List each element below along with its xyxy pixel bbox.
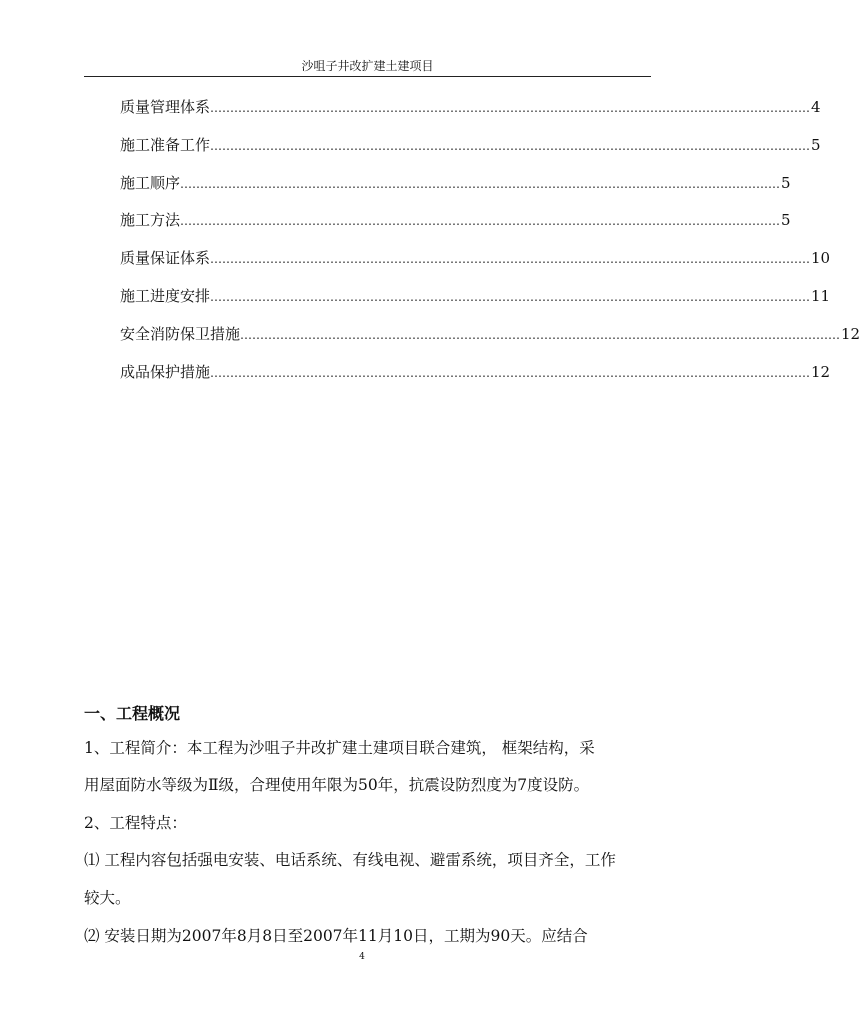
body-paragraph: 2、工程特点： [84,814,187,832]
page-number: 4 [359,952,365,962]
toc-dot-leader: …………………………………………………………………………………………………………………………………… [180,176,781,191]
toc-dot-leader: …………………………………………………………………………………………………………………………………… [240,327,841,342]
toc-entry-page: 5 [781,211,791,230]
toc-entry[interactable] [120,357,831,395]
toc-entry-page: 4 [811,98,821,116]
toc-dot-leader: …………………………………………………………………………………………………………………………………… [180,214,781,229]
toc-entry-title: 施工顺序 [120,173,181,192]
toc-entry-title: 施工方法 [120,211,181,230]
toc-entry-title: 施工准备工作 [120,135,211,154]
body-paragraph: ⑴ 工程内容包括强电安装、电话系统、有线电视、避雷系统，项目齐全，工作 [84,851,616,869]
toc-entry[interactable] [120,281,831,319]
toc-entry-page: 11 [811,286,831,305]
toc-entry-page: 10 [811,249,831,268]
toc-entry[interactable] [120,319,860,357]
toc-dot-leader: …………………………………………………………………………………………………………………………………… [210,365,811,380]
body-paragraph: 1、工程简介：本工程为沙咀子井改扩建土建项目联合建筑， 框架结构，采 [84,739,595,757]
toc-entry[interactable] [120,243,831,281]
section-heading: 一、工程概况 [84,704,181,723]
toc-entry[interactable] [120,205,791,243]
header-rule [84,76,651,77]
toc-entry-page: 12 [811,362,831,381]
toc-entry[interactable] [120,130,821,168]
table-of-contents [120,92,860,394]
body-paragraph: 用屋面防水等级为Ⅱ级，合理使用年限为50年，抗震设防烈度为7度设防。 [84,776,590,794]
page-header: 沙咀子井改扩建土建项目 [301,59,434,73]
toc-entry-page: 5 [781,173,791,192]
toc-entry-title: 安全消防保卫措施 [120,324,241,343]
toc-entry-page: 12 [841,324,860,343]
toc-entry-title: 施工进度安排 [120,286,211,305]
toc-dot-leader: …………………………………………………………………………………………………………………………………… [210,101,811,115]
toc-dot-leader: …………………………………………………………………………………………………………………………………… [210,138,811,153]
toc-entry-page: 5 [811,135,821,154]
toc-dot-leader: …………………………………………………………………………………………………………………………………… [210,289,811,304]
toc-dot-leader: …………………………………………………………………………………………………………………………………… [210,252,811,267]
body-paragraph: 较大。 [84,889,131,907]
toc-entry-title: 质量保证体系 [120,249,211,268]
toc-entry[interactable] [120,92,821,130]
toc-entry-title: 质量管理体系 [120,98,211,116]
toc-entry-title: 成品保护措施 [120,362,211,381]
toc-entry[interactable] [120,168,791,206]
body-paragraph: ⑵ 安装日期为2007年8月8日至2007年11月10日，工期为90天。应结合 [84,927,588,945]
